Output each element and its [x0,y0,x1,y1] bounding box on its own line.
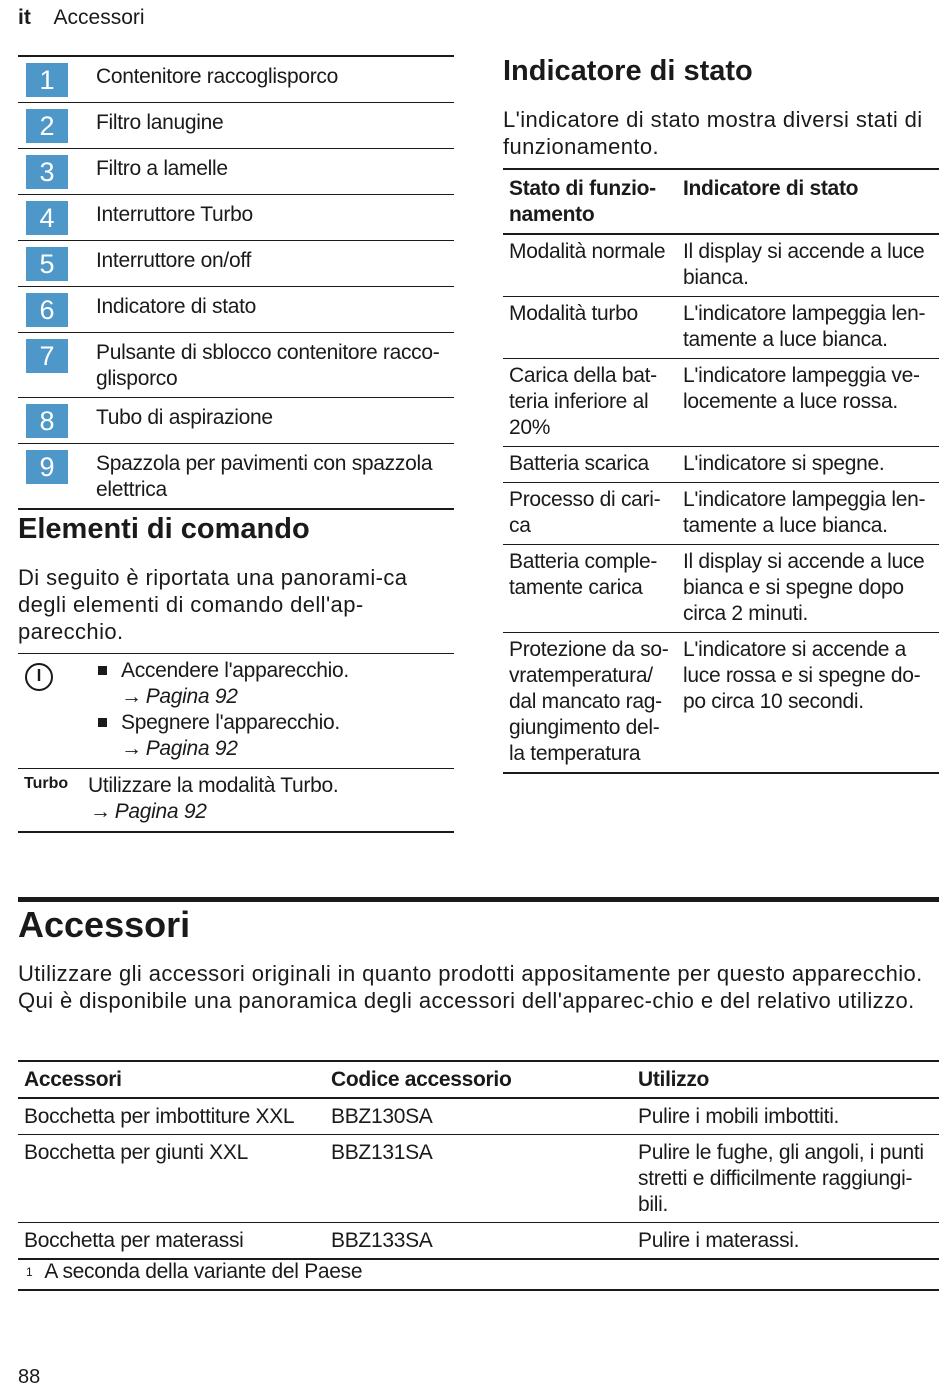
table-row [503,545,939,633]
table-cell: Batteria comple-tamente carica [503,545,677,633]
list-item [18,444,454,510]
turbo-symbol: Turbo [24,775,69,792]
page-reference: → Pagina 92 [121,737,238,760]
number-badge: 6 [26,293,68,327]
list-item [18,103,454,149]
accessories-section-intro: Utilizzare gli accessori originali in quanto prodotti appositamente per questo apparecchio. Qui è disponibile una panoramica degli accessori dell'apparec-chio e del relativo utilizzo. [18,961,923,1013]
table-cell: Pulire le fughe, gli angoli, i punti stretti e difficilmente raggiungi-bili. [632,1135,939,1223]
number-badge: 5 [26,247,68,281]
accessories-table [18,1060,939,1260]
table-cell: L'indicatore lampeggia ve-locemente a luce rossa. [677,359,939,447]
part-label: Interruttore on/off [96,249,252,272]
list-item [18,287,454,333]
column-header: Accessori [18,1061,325,1098]
column-header: Indicatore di stato [677,169,939,234]
arrow-icon: → [90,800,111,823]
page-reference: → Pagina 92 [121,685,238,708]
part-label: Filtro a lamelle [96,157,228,180]
control-description: Utilizzare la modalità Turbo. [88,774,339,797]
list-item [18,241,454,287]
part-label: Interruttore Turbo [96,203,253,226]
page-reference: → Pagina 92 [90,800,207,823]
list-item [18,195,454,241]
part-label: Filtro lanugine [96,111,224,134]
number-badge: 9 [26,450,68,484]
section-divider [18,897,939,902]
part-label: Spazzola per pavimenti con spazzola elettrica [96,452,433,501]
table-cell: Processo di cari-ca [503,483,677,545]
status-section-intro: L'indicatore di stato mostra diversi stati di funzionamento. [503,107,923,159]
table-cell: Il display si accende a luce bianca e si spegne dopo circa 2 minuti. [677,545,939,633]
page-header [18,6,145,30]
table-row [503,359,939,447]
language-code: it [18,6,31,29]
number-badge: 4 [26,201,68,235]
list-item [18,398,454,444]
bullet-icon [98,718,107,727]
bullet-icon [98,666,107,675]
table-row [18,1135,939,1223]
number-badge: 1 [26,63,68,97]
table-cell: L'indicatore lampeggia len-tamente a luce bianca. [677,297,939,359]
arrow-icon: → [121,685,142,708]
table-row [503,633,939,774]
table-row [503,447,939,483]
footnote [18,1258,939,1291]
page-number: 88 [18,1366,41,1388]
table-cell: L'indicatore lampeggia len-tamente a luce bianca. [677,483,939,545]
list-item: Accendere l'apparecchio. [94,658,349,684]
table-cell: Pulire i mobili imbottiti. [632,1098,939,1135]
list-item [18,149,454,195]
list-item [18,57,454,103]
table-cell: Protezione da so-vratemperatura/ dal mancato rag-giungimento del-la temperatura [503,633,677,774]
column-header: Utilizzo [632,1061,939,1098]
table-row [18,1223,939,1260]
table-cell: Pulire i materassi. [632,1223,939,1260]
arrow-icon: → [121,737,142,760]
header-section-title: Accessori [53,6,145,29]
controls-table [18,653,454,833]
table-cell: L'indicatore si spegne. [677,447,939,483]
table-cell: Modalità turbo [503,297,677,359]
table-cell: BBZ131SA [325,1135,632,1223]
table-cell: Bocchetta per materassi [18,1223,325,1260]
table-cell: Bocchetta per imbottiture XXL [18,1098,325,1135]
list-item: Spegnere l'apparecchio. [94,710,349,736]
part-label: Contenitore raccoglisporco [96,65,338,88]
number-badge: 7 [26,339,68,373]
part-label: Pulsante di sblocco contenitore racco-glisporco [96,341,440,390]
table-row [503,483,939,545]
column-header: Codice accessorio [325,1061,632,1098]
table-cell: BBZ130SA [325,1098,632,1135]
controls-section-title: Elementi di comando [18,513,310,545]
status-table [503,168,939,774]
table-cell: Modalità normale [503,234,677,297]
parts-list [18,55,454,510]
table-cell: L'indicatore si accende a luce rossa e si spegne do-po circa 10 secondi. [677,633,939,774]
table-row [18,1098,939,1135]
status-section-title: Indicatore di stato [503,55,753,87]
power-icon [24,662,54,692]
footnote-text: A seconda della variante del Paese [44,1260,363,1283]
footnote-mark: 1 [26,1265,33,1279]
table-cell: Batteria scarica [503,447,677,483]
number-badge: 2 [26,109,68,143]
table-cell: Bocchetta per giunti XXL [18,1135,325,1223]
table-row [503,297,939,359]
number-badge: 3 [26,155,68,189]
table-header-row [18,1061,939,1098]
table-cell: Carica della bat-teria inferiore al 20% [503,359,677,447]
column-header: Stato di funzio-namento [503,169,677,234]
controls-section-intro: Di seguito è riportata una panorami-ca degli elementi di comando dell'ap-parecchio. [18,565,408,644]
part-label: Tubo di aspirazione [96,406,273,429]
list-item [18,333,454,398]
control-row-power [18,654,454,769]
part-label: Indicatore di stato [96,295,257,318]
accessories-section-title: Accessori [18,904,191,945]
table-header-row [503,169,939,234]
control-row-turbo [18,769,454,833]
number-badge: 8 [26,404,68,438]
table-cell: BBZ133SA [325,1223,632,1260]
table-cell: Il display si accende a luce bianca. [677,234,939,297]
table-row [503,234,939,297]
